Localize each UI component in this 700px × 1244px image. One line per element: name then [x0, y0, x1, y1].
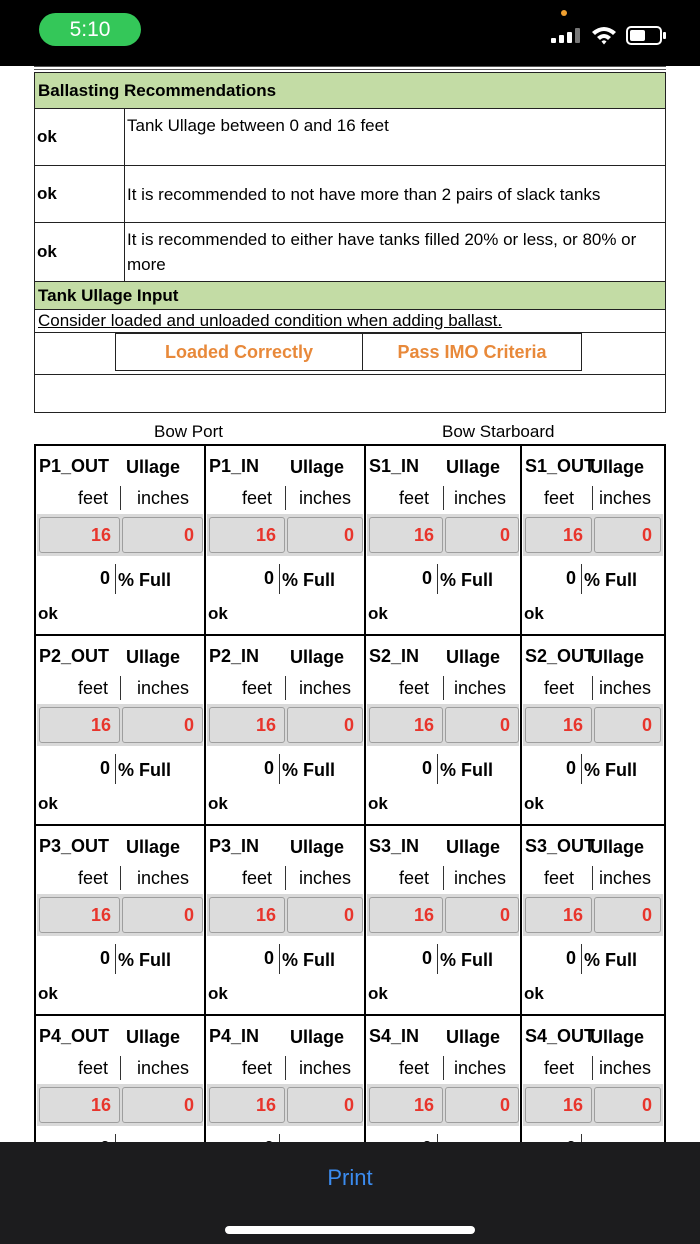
feet-label: feet	[242, 868, 273, 888]
tank-status: ok	[38, 794, 58, 813]
inches-input[interactable]: 0	[287, 897, 363, 933]
divider	[120, 486, 121, 510]
percent-full-value: 0	[264, 948, 275, 968]
tank-status: ok	[524, 984, 544, 1003]
feet-label: feet	[544, 868, 575, 888]
tank-cell	[206, 636, 366, 824]
inches-label: inches	[299, 488, 352, 508]
percent-full-label: % Full	[282, 570, 335, 590]
ullage-inputs	[37, 1084, 203, 1126]
ullage-label: Ullage	[590, 837, 645, 857]
inches-label: inches	[454, 678, 507, 698]
ullage-label: Ullage	[590, 647, 645, 667]
inches-input[interactable]: 0	[594, 517, 661, 553]
percent-full-value: 0	[264, 568, 275, 588]
tank-name: P4_IN	[209, 1026, 260, 1046]
percent-full-value: 0	[100, 568, 111, 588]
feet-input[interactable]: 16	[209, 517, 285, 553]
battery-icon	[626, 26, 667, 45]
tank-row	[36, 636, 664, 826]
tank-row	[36, 826, 664, 1016]
inches-label: inches	[454, 868, 507, 888]
recommendation-status: ok	[35, 109, 125, 166]
divider	[443, 486, 444, 510]
tank-name: P3_OUT	[39, 836, 110, 856]
tank-name: P3_IN	[209, 836, 260, 856]
ullage-inputs	[523, 894, 663, 936]
feet-input[interactable]: 16	[39, 517, 120, 553]
divider	[581, 754, 582, 784]
feet-input[interactable]: 16	[525, 517, 592, 553]
inches-input[interactable]: 0	[122, 897, 203, 933]
inches-input[interactable]: 0	[287, 707, 363, 743]
tank-name: P1_IN	[209, 456, 260, 476]
percent-full-label: % Full	[584, 950, 637, 970]
ullage-note-cell	[35, 310, 666, 333]
feet-label: feet	[78, 678, 109, 698]
divider	[120, 1056, 121, 1080]
divider	[279, 564, 280, 594]
inches-input[interactable]: 0	[287, 517, 363, 553]
ullage-input-title: Tank Ullage Input	[35, 282, 666, 310]
tank-cell	[206, 446, 366, 634]
divider	[581, 944, 582, 974]
feet-label: feet	[399, 488, 430, 508]
ullage-inputs	[523, 514, 663, 556]
ullage-inputs	[207, 894, 363, 936]
ullage-label: Ullage	[590, 457, 645, 477]
inches-label: inches	[299, 868, 352, 888]
feet-label: feet	[78, 868, 109, 888]
inches-input[interactable]: 0	[445, 897, 519, 933]
divider	[285, 866, 286, 890]
inches-label: inches	[299, 678, 352, 698]
percent-full-value: 0	[422, 568, 433, 588]
divider	[285, 676, 286, 700]
feet-input[interactable]: 16	[39, 897, 120, 933]
ullage-note: Consider loaded and unloaded condition when adding ballast.	[38, 311, 503, 330]
inches-label: inches	[454, 488, 507, 508]
inches-input[interactable]: 0	[445, 707, 519, 743]
tank-name: S1_IN	[369, 456, 420, 476]
recommendations-title: Ballasting Recommendations	[35, 73, 666, 109]
feet-label: feet	[78, 1058, 109, 1078]
inches-label: inches	[599, 488, 652, 508]
feet-input[interactable]: 16	[209, 897, 285, 933]
tank-status: ok	[524, 794, 544, 813]
ullage-label: Ullage	[446, 647, 501, 667]
recommendation-status: ok	[35, 166, 125, 223]
divider	[285, 486, 286, 510]
feet-label: feet	[544, 678, 575, 698]
criteria-button-cell	[35, 333, 666, 375]
bow-port-label: Bow Port	[154, 422, 223, 441]
ullage-inputs	[523, 704, 663, 746]
inches-label: inches	[137, 488, 190, 508]
tank-name: S3_IN	[369, 836, 420, 856]
tank-cell	[366, 826, 522, 1014]
divider	[581, 564, 582, 594]
tank-status: ok	[208, 984, 228, 1003]
percent-full-label: % Full	[440, 570, 493, 590]
feet-label: feet	[399, 678, 430, 698]
tank-status: ok	[368, 604, 388, 623]
recommendation-text: It is recommended to not have more than 2 pairs of slack tanks	[125, 166, 666, 223]
ullage-inputs	[37, 514, 203, 556]
tank-name: P2_IN	[209, 646, 260, 666]
percent-full-value: 0	[422, 948, 433, 968]
feet-input[interactable]: 16	[525, 1087, 592, 1123]
ullage-label: Ullage	[126, 1027, 181, 1047]
recommendation-text: It is recommended to either have tanks filled 20% or less, or 80% or more	[125, 223, 666, 282]
divider	[285, 1056, 286, 1080]
ullage-inputs	[367, 894, 519, 936]
ullage-inputs	[367, 704, 519, 746]
feet-label: feet	[78, 488, 109, 508]
tank-cell	[36, 446, 206, 634]
tank-name: S1_OUT	[525, 456, 596, 476]
ullage-inputs	[207, 514, 363, 556]
wifi-icon	[591, 25, 617, 45]
percent-full-label: % Full	[118, 760, 171, 780]
divider	[437, 564, 438, 594]
ullage-label: Ullage	[126, 837, 181, 857]
inches-input[interactable]: 0	[594, 1087, 661, 1123]
divider	[443, 676, 444, 700]
divider	[279, 754, 280, 784]
divider	[115, 754, 116, 784]
percent-full-label: % Full	[118, 950, 171, 970]
tank-cell	[522, 446, 664, 634]
tank-name: S2_IN	[369, 646, 420, 666]
feet-label: feet	[544, 1058, 575, 1078]
feet-input[interactable]: 16	[369, 707, 443, 743]
tank-name: S2_OUT	[525, 646, 596, 666]
percent-full-value: 0	[422, 758, 433, 778]
feet-input[interactable]: 16	[39, 707, 120, 743]
feet-label: feet	[242, 1058, 273, 1078]
tank-status: ok	[368, 984, 388, 1003]
tank-status: ok	[208, 794, 228, 813]
tank-status: ok	[208, 604, 228, 623]
tank-cell	[206, 826, 366, 1014]
percent-full-label: % Full	[282, 760, 335, 780]
tank-cell	[36, 636, 206, 824]
divider	[443, 1056, 444, 1080]
feet-input[interactable]: 16	[209, 707, 285, 743]
feet-input[interactable]: 16	[209, 1087, 285, 1123]
inches-label: inches	[599, 678, 652, 698]
inches-label: inches	[599, 1058, 652, 1078]
inches-label: inches	[137, 868, 190, 888]
divider	[437, 754, 438, 784]
percent-full-value: 0	[264, 758, 275, 778]
inches-input[interactable]: 0	[122, 1087, 203, 1123]
inches-input[interactable]: 0	[122, 517, 203, 553]
ullage-label: Ullage	[590, 1027, 645, 1047]
ullage-inputs	[37, 894, 203, 936]
recommendation-status: ok	[35, 223, 125, 282]
home-indicator[interactable]	[225, 1226, 475, 1234]
divider	[34, 66, 666, 70]
tank-name: P1_OUT	[39, 456, 110, 476]
empty-row	[35, 375, 666, 413]
percent-full-label: % Full	[584, 570, 637, 590]
print-button[interactable]: Print	[327, 1165, 373, 1190]
ullage-label: Ullage	[290, 457, 345, 477]
inches-input[interactable]: 0	[445, 1087, 519, 1123]
inches-input[interactable]: 0	[445, 517, 519, 553]
recommendation-text: Tank Ullage between 0 and 16 feet	[125, 109, 666, 166]
ullage-inputs	[367, 1084, 519, 1126]
ullage-inputs	[207, 1084, 363, 1126]
tank-cell	[522, 826, 664, 1014]
divider	[120, 866, 121, 890]
inches-label: inches	[454, 1058, 507, 1078]
feet-label: feet	[242, 488, 273, 508]
divider	[437, 944, 438, 974]
percent-full-label: % Full	[440, 760, 493, 780]
ullage-label: Ullage	[446, 457, 501, 477]
tank-name: S3_OUT	[525, 836, 596, 856]
ullage-label: Ullage	[290, 837, 345, 857]
feet-input[interactable]: 16	[369, 897, 443, 933]
percent-full-label: % Full	[440, 950, 493, 970]
percent-full-value: 0	[100, 948, 111, 968]
tank-name: S4_OUT	[525, 1026, 596, 1046]
ullage-label: Ullage	[446, 1027, 501, 1047]
tank-status: ok	[524, 604, 544, 623]
tank-status: ok	[38, 604, 58, 623]
bow-starboard-label: Bow Starboard	[442, 422, 555, 441]
divider	[120, 676, 121, 700]
ullage-label: Ullage	[126, 647, 181, 667]
inches-label: inches	[137, 1058, 190, 1078]
divider	[592, 486, 593, 510]
ullage-inputs	[523, 1084, 663, 1126]
tank-status: ok	[38, 984, 58, 1003]
status-bar	[0, 0, 700, 66]
percent-full-value: 0	[566, 758, 577, 778]
inches-input[interactable]: 0	[287, 1087, 363, 1123]
percent-full-value: 0	[566, 948, 577, 968]
tank-cell	[36, 826, 206, 1014]
tank-cell	[366, 636, 522, 824]
ullage-inputs	[37, 704, 203, 746]
tank-status: ok	[368, 794, 388, 813]
privacy-indicator-icon	[561, 10, 567, 16]
tank-cell	[366, 446, 522, 634]
divider	[443, 866, 444, 890]
divider	[592, 866, 593, 890]
percent-full-value: 0	[100, 758, 111, 778]
feet-label: feet	[242, 678, 273, 698]
feet-label: feet	[399, 1058, 430, 1078]
tank-cell	[522, 636, 664, 824]
inches-label: inches	[137, 678, 190, 698]
cellular-signal-icon	[551, 28, 581, 43]
bottom-toolbar	[0, 1142, 700, 1244]
percent-full-value: 0	[566, 568, 577, 588]
inches-input[interactable]: 0	[594, 897, 661, 933]
percent-full-label: % Full	[282, 950, 335, 970]
ullage-label: Ullage	[290, 647, 345, 667]
percent-full-label: % Full	[118, 570, 171, 590]
feet-label: feet	[544, 488, 575, 508]
ullage-label: Ullage	[446, 837, 501, 857]
tank-name: S4_IN	[369, 1026, 420, 1046]
pass-imo-criteria-button[interactable]: Pass IMO Criteria	[362, 333, 582, 371]
status-time: 5:10	[39, 13, 141, 46]
recommendations-table	[34, 72, 666, 413]
tank-grid	[34, 444, 666, 1208]
feet-input[interactable]: 16	[369, 517, 443, 553]
page-content[interactable]	[0, 66, 700, 1142]
ullage-inputs	[367, 514, 519, 556]
inches-label: inches	[599, 868, 652, 888]
divider	[592, 1056, 593, 1080]
tank-name: P4_OUT	[39, 1026, 110, 1046]
inches-input[interactable]: 0	[122, 707, 203, 743]
loaded-correctly-button[interactable]: Loaded Correctly	[115, 333, 363, 371]
divider	[115, 564, 116, 594]
ullage-label: Ullage	[126, 457, 181, 477]
feet-input[interactable]: 16	[525, 707, 592, 743]
ullage-inputs	[207, 704, 363, 746]
feet-input[interactable]: 16	[525, 897, 592, 933]
inches-label: inches	[299, 1058, 352, 1078]
ullage-label: Ullage	[290, 1027, 345, 1047]
feet-input[interactable]: 16	[39, 1087, 120, 1123]
divider	[115, 944, 116, 974]
feet-label: feet	[399, 868, 430, 888]
percent-full-label: % Full	[584, 760, 637, 780]
feet-input[interactable]: 16	[369, 1087, 443, 1123]
inches-input[interactable]: 0	[594, 707, 661, 743]
tank-name: P2_OUT	[39, 646, 110, 666]
tank-row	[36, 446, 664, 636]
divider	[279, 944, 280, 974]
divider	[592, 676, 593, 700]
